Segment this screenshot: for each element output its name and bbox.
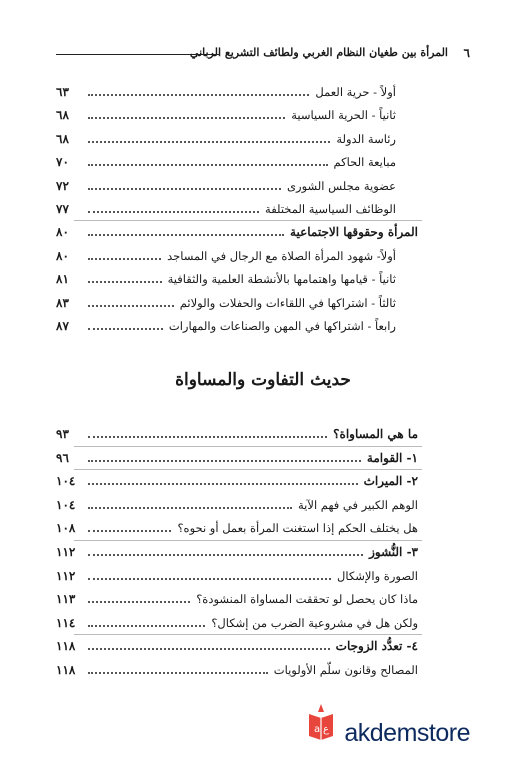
toc-entry-page: ٨٧ <box>56 319 69 333</box>
section-title: حديث التفاوت والمساواة <box>175 370 351 390</box>
toc-entry <box>56 202 396 216</box>
dot-leader <box>88 225 284 236</box>
toc-entry <box>56 592 418 607</box>
page-number: ٦ <box>463 46 470 60</box>
toc-entry-page: ٨١ <box>56 272 69 287</box>
toc-entry-page: ١٠٤ <box>56 474 76 489</box>
toc-entry-page: ١٠٨ <box>56 521 76 536</box>
dot-leader <box>88 592 190 603</box>
toc-entry-page: ٨٣ <box>56 295 69 310</box>
toc-entry-label: أولاً - حرية العمل <box>315 85 396 99</box>
header-rule <box>56 54 220 55</box>
toc-entry-label: ١- القوامة <box>366 450 418 465</box>
toc-entry-page: ١١٣ <box>56 592 76 607</box>
dot-leader <box>88 498 292 509</box>
toc-entry-page: ١١٨ <box>56 639 76 654</box>
running-header <box>56 40 470 64</box>
toc-entry-page: ٧٢ <box>56 178 69 193</box>
toc-entry-label: ٣- النُّشوز <box>369 545 418 559</box>
toc-entry <box>56 295 396 310</box>
brand-text: akdemstore <box>344 718 470 747</box>
dot-leader <box>88 545 363 556</box>
dot-leader <box>88 616 205 627</box>
running-title: المرأة بين طغيان النظام الغربي ولطائف التشريع الرباني <box>189 46 448 59</box>
toc-entry-page: ٨٠ <box>56 248 69 263</box>
dot-leader <box>88 272 162 283</box>
toc-entry-label: ماذا كان يحصل لو تحققت المساواة المنشودة؟ <box>196 592 418 607</box>
toc-separator <box>74 634 422 635</box>
toc-entry-label: عضوية مجلس الشورى <box>287 178 396 193</box>
toc-entry-label: الوهم الكبير في فهم الآية <box>298 497 418 512</box>
dot-leader <box>88 663 268 674</box>
toc-entry-label: المرأة وحقوقها الاجتماعية <box>290 225 418 240</box>
dot-leader <box>88 639 330 650</box>
toc-entry-page: ٧٧ <box>56 202 69 216</box>
toc-separator <box>74 469 422 470</box>
store-watermark <box>270 702 470 750</box>
toc-entry-page: ٦٣ <box>56 85 69 99</box>
toc-entry <box>56 663 418 677</box>
toc-entry-page: ١٠٤ <box>56 497 76 512</box>
toc-entry <box>56 272 396 287</box>
toc-entry-label: الوظائف السياسية المختلفة <box>265 202 396 216</box>
dot-leader <box>88 569 331 580</box>
toc-separator <box>74 220 422 221</box>
book-logo-icon <box>306 702 336 742</box>
toc-entry <box>56 248 396 263</box>
dot-leader <box>88 296 174 307</box>
toc-entry <box>56 474 418 489</box>
toc-separator <box>74 446 422 447</box>
toc-entry <box>56 178 396 193</box>
dot-leader <box>88 202 259 213</box>
dot-leader <box>88 319 163 330</box>
dot-leader <box>88 85 309 96</box>
toc-entry <box>56 225 418 240</box>
toc-entry <box>56 450 418 465</box>
toc-entry-label: المصالح وقانون سلّم الأولويات <box>273 663 418 677</box>
dot-leader <box>88 427 327 438</box>
toc-entry-label: ٤- تعدُّد الزوجات <box>335 639 418 654</box>
toc-entry <box>56 427 418 441</box>
toc-entry-label: رابعاً - اشتراكها في المهن والصناعات والمهارات <box>168 319 396 333</box>
toc-entry <box>56 568 418 583</box>
dot-leader <box>88 249 161 260</box>
toc-entry <box>56 155 396 170</box>
toc-entry <box>56 319 396 333</box>
toc-entry-label: ٢- الميراث <box>363 474 418 489</box>
toc-entry <box>56 108 396 123</box>
dot-leader <box>88 132 330 143</box>
toc-entry-page: ١١٢ <box>56 545 76 559</box>
toc-entry-label: ما هي المساواة؟ <box>333 427 418 441</box>
toc-entry-label: أولاً- شهود المرأة الصلاة مع الرجال في المساجد <box>167 248 396 263</box>
toc-entry-page: ٦٨ <box>56 131 69 146</box>
toc-entry <box>56 85 396 99</box>
dot-leader <box>88 451 361 462</box>
toc-entry-page: ١١٨ <box>56 663 76 677</box>
toc-separator <box>74 540 422 541</box>
toc-entry-page: ٩٣ <box>56 427 69 441</box>
toc-entry-page: ١١٢ <box>56 568 76 583</box>
toc-entry-label: الصورة والإشكال <box>337 568 418 583</box>
toc-entry <box>56 131 396 146</box>
toc-entry <box>56 545 418 559</box>
dot-leader <box>88 155 328 166</box>
dot-leader <box>88 521 171 532</box>
toc-entry-page: ٨٠ <box>56 225 69 240</box>
logo-letter-ain: ع <box>323 724 329 735</box>
toc-entry-page: ٧٠ <box>56 155 69 170</box>
dot-leader <box>88 474 358 485</box>
toc-entry-label: ولكن هل في مشروعية الضرب من إشكال؟ <box>211 615 418 630</box>
toc-entry-label: رئاسة الدولة <box>336 131 396 146</box>
toc-entry-label: ثانياً - الحرية السياسية <box>291 108 396 123</box>
toc-entry <box>56 521 418 536</box>
dot-leader <box>88 179 281 190</box>
toc-entry-label: مبايعة الحاكم <box>333 155 396 170</box>
toc-entry <box>56 497 418 512</box>
toc-entry-label: هل يختلف الحكم إذا استغنت المرأة بعمل أو نحوه؟ <box>177 521 418 536</box>
toc-entry-label: ثانياً - قيامها واهتمامها بالأنشطة العلمية والثقافية <box>167 272 396 287</box>
toc-entry-page: ٩٦ <box>56 450 69 465</box>
toc-entry <box>56 615 418 630</box>
toc-entry-page: ٦٨ <box>56 108 69 123</box>
dot-leader <box>88 108 285 119</box>
toc-entry-page: ١١٤ <box>56 615 76 630</box>
logo-letter-a: a <box>314 724 321 735</box>
toc-entry-label: ثالثاً - اشتراكها في اللقاءات والحفلات والولائم <box>179 295 396 310</box>
toc-entry <box>56 639 418 654</box>
